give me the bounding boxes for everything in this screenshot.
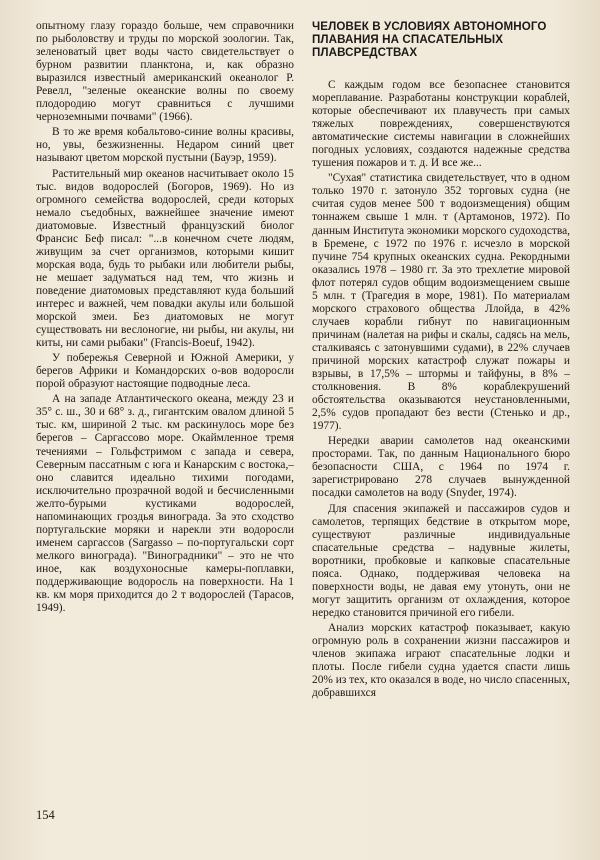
page-number: 154: [36, 808, 55, 822]
right-column: [312, 20, 570, 700]
paragraph: А на западе Атлантического океана, между 23 и 35° с. ш., 30 и 68° з. д., гигантским овалом длиной 5 тыс. км, шириной 2 тыс. км раскинулось море без берегов – Саргассово море. Окаймленное тремя течениями – Гольфстримом с запада и севера, Северным пассатным с юга и Канарским с востока,– оно славится идеально тихими погодами, исключительно прозрачной водой и бесчисленными желто-бурыми кустиками водорослей, напоминающих гроздья винограда. За это сходство португальские моряки и нарекли эти водоросли именем саргассов (Sargasso – по-португальски сорт мелкого винограда). "Виноградники" – это не что иное, как воздухоносные камеры-поплавки, поддерживающие водоросль на поверхности. На 1 кв. км моря приходится до 2 т водорослей (Тарасов, 1949).: [36, 393, 294, 615]
section-heading: ЧЕЛОВЕК В УСЛОВИЯХ АВТОНОМНОГО ПЛАВАНИЯ НА СПАСАТЕЛЬНЫХ ПЛАВСРЕДСТВАХ: [312, 20, 547, 59]
paragraph: С каждым годом все безопаснее становится мореплавание. Разработаны конструкции кораблей, которые обеспечивают их плавучесть при самых тяжелых повреждениях, совершенствуются автоматические системы навигации в сложнейших погодных условиях, создаются надежные средства тушения пожаров и т. д. И все же...: [312, 79, 570, 170]
paragraph: "Сухая" статистика свидетельствует, что в одном только 1970 г. затонуло 352 торговых судна (не считая судов менее 500 т водоизмещения) общим тоннажем свыше 1 млн. т (Артамонов, 1972). По данным Института экономики морского судоходства, в Бремене, с 1972 по 1976 г. исчезло в морской пучине 754 крупных океанских судна. Рекордными оказались 1978 – 1980 гг. За это трехлетие мировой флот потерял судов общим водоизмещением свыше 5 млн. т (Трагедия в море, 1981). По материалам морского страхового общества Ллойда, в 42% случаев корабли гибнут по навигационным причинам (налетая на рифы и скалы, садясь на мель, сталкиваясь с затонувшими судами), в 22% случаев причиной морских катастроф служат пожары и взрывы, в 17,5% – штормы и тайфуны, в 8% – столкновения. В 8% кораблекрушений обстоятельства оказываются неустановленными, 2,5% судов пропадают без вести (Стенько и др., 1977).: [312, 172, 570, 433]
paragraph: Растительный мир океанов насчитывает около 15 тыс. видов водорослей (Богоров, 1969). Но из огромного семейства водорослей, среди которых немало съедобных, важнейшее значение имеют диатомовые. Известный французский биолог Франсис Беф писал: "...в конечном счете людям, живущим за счет организмов, которыми кишит морская вода, будь то рыбаки или любители рыбы, не мешает задуматься над тем, что жизнь и поведение диатомовых представляют куда больший интерес и важней, чем повадки акулы или большой морской змеи. Без диатомовых не могут существовать ни веслоногие, ни рыбы, ни акулы, ни киты, ни сами рыбаки" (Francis-Boeuf, 1942).: [36, 167, 294, 350]
paragraph: опытному глазу гораздо больше, чем справочники по рыболовству и труды по морской зоологии. Так, зеленоватый цвет воды часто свидетельствует о бурном развитии планктона, и, как образно выразился известный американский океанолог Р. Ревелл, "зеленые океанские волны по своему плодородию могут сравниться с лучшими черноземными почвами" (1966).: [36, 20, 294, 124]
paragraph: В то же время кобальтово-синие волны красивы, но, увы, безжизненны. Недаром синий цвет называют цветом морской пустыни (Бауэр, 1959).: [36, 126, 294, 165]
paragraph: Анализ морских катастроф показывает, какую огромную роль в сохранении жизни пассажиров и членов экипажа играют спасательные лодки и плоты. После гибели судна удается спасти лишь 20% из тех, кто оказался в воде, но число спасенных, добравшихся: [312, 621, 570, 700]
paragraph: У побережья Северной и Южной Америки, у берегов Африки и Командорских о-вов водоросли порой образуют настоящие подводные леса.: [36, 352, 294, 391]
paragraph: Для спасения экипажей и пассажиров судов и самолетов, терпящих бедствие в открытом море, существуют различные индивидуальные спасательные средства – надувные жилеты, воротники, пробковые и капковые спасательные пояса. Однако, поддерживая человека на поверхности воды, не давая ему утонуть, они не могут защитить организм от охлаждения, которое нередко становится причиной его гибели.: [312, 502, 570, 619]
paragraph: Нередки аварии самолетов над океанскими просторами. Так, по данным Национального бюро безопасности США, с 1964 по 1974 г. зарегистрировано 278 случаев вынужденной посадки самолетов на воду (Snyder, 1974).: [312, 435, 570, 500]
left-column: [36, 20, 294, 615]
